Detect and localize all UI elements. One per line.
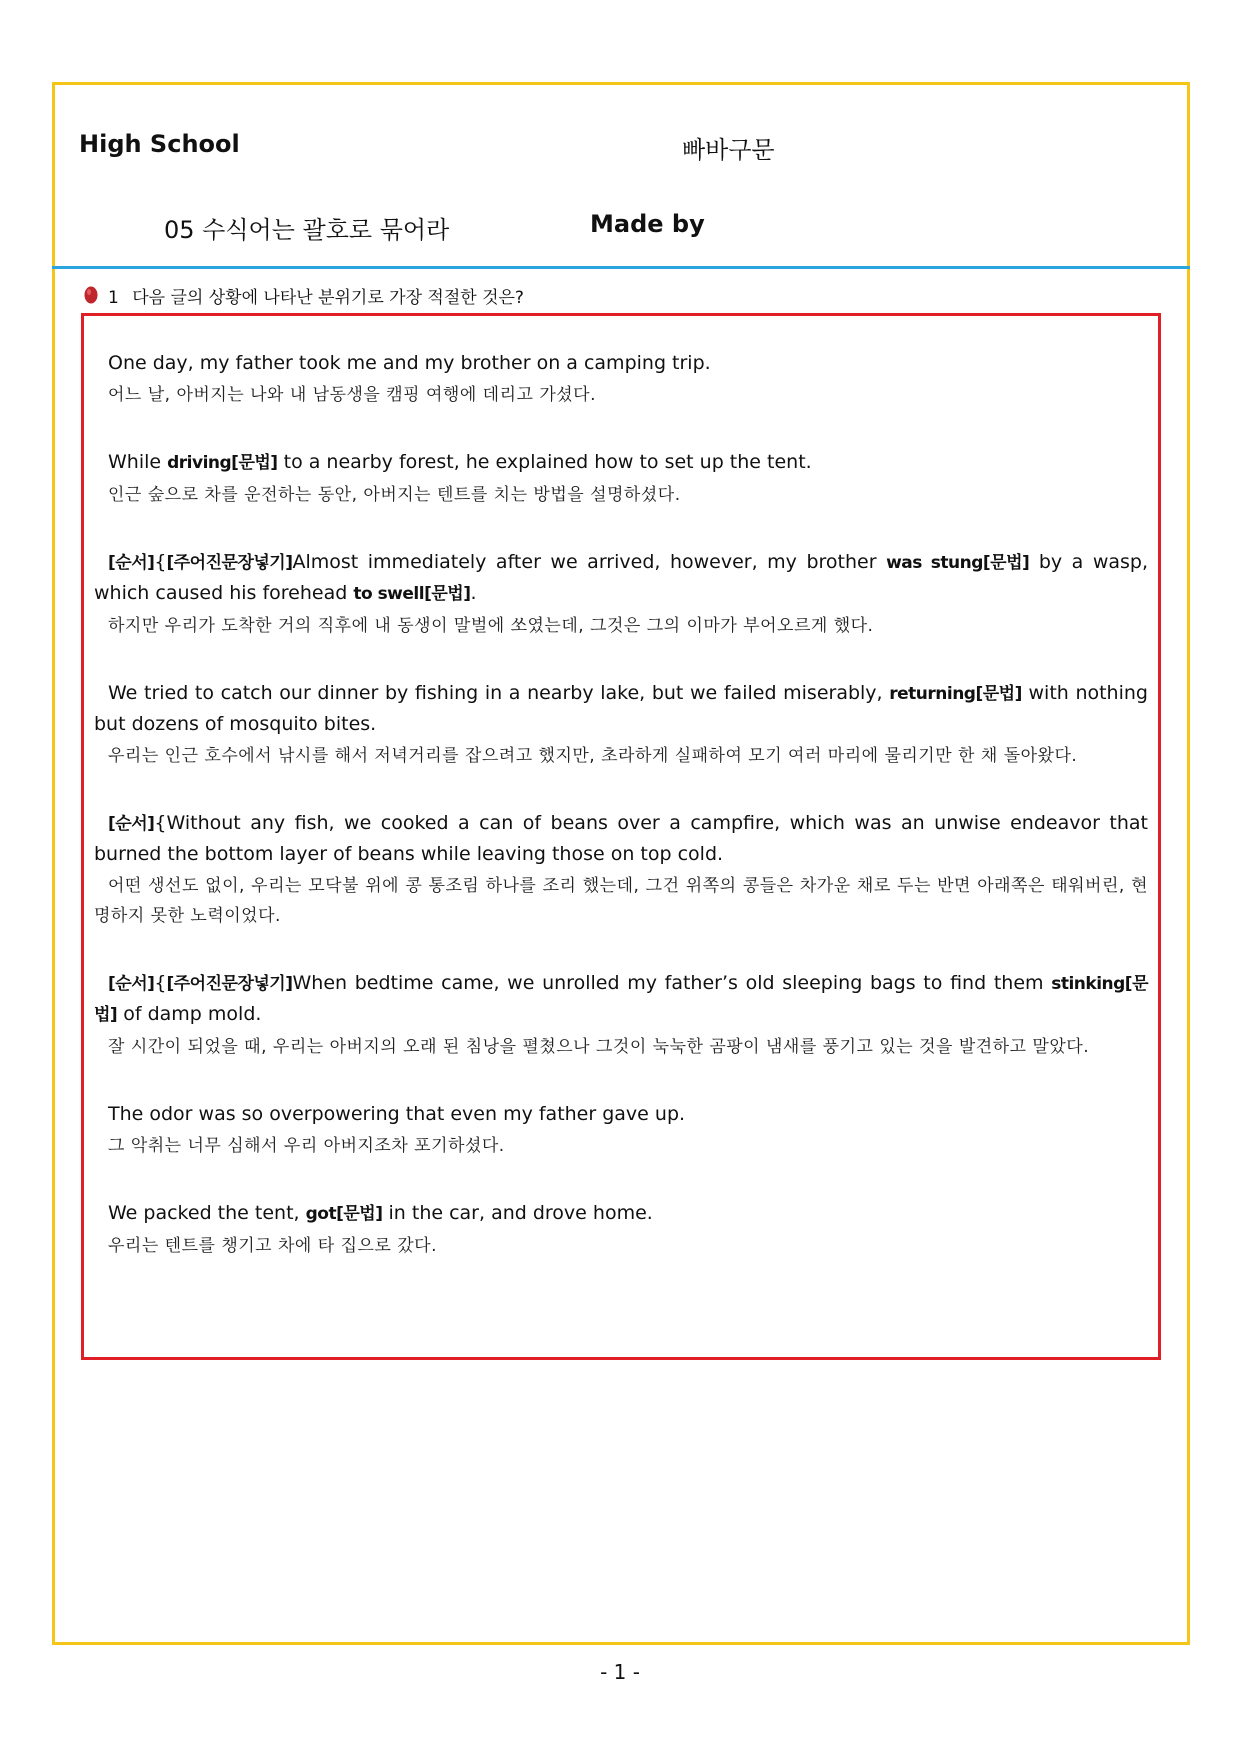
korean-translation: 어떤 생선도 없이, 우리는 모닥불 위에 콩 통조림 하나를 조리 했는데, 그건 위쪽의 콩들은 차가운 채로 두는 반면 아래쪽은 태워버린, 현명하지 못한 노력이었다. <box>94 876 1148 926</box>
grammar-tag: to swell[문법] <box>353 584 471 604</box>
unit-title: 05 수식어는 괄호로 묶어라 <box>164 216 450 244</box>
sentence-text: by a wasp, which caused his forehead <box>94 551 1149 604</box>
sentence-text: While <box>108 451 168 473</box>
sentence-pair <box>94 808 1148 931</box>
sentence-pair <box>94 678 1148 771</box>
korean-translation: 인근 숲으로 차를 운전하는 동안, 아버지는 텐트를 치는 방법을 설명하셨다. <box>108 485 681 505</box>
sentence-text: in the car, and drove home. <box>382 1202 653 1224</box>
english-sentence <box>94 678 1148 739</box>
sentence-text: One day, my father took me and my brother on a camping trip. <box>108 352 711 374</box>
grammar-tag: [순서] <box>108 814 155 834</box>
sentence-text: { <box>154 972 167 994</box>
sentence-text: . <box>470 582 477 604</box>
sentence-pair <box>94 968 1148 1062</box>
grammar-tag: returning[문법] <box>889 684 1022 704</box>
sentence-text: When bedtime came, we unrolled my father’s old sleeping bags to find them <box>292 972 1052 994</box>
sentence-pair <box>94 447 1148 510</box>
sentence-text: with nothing but dozens of mosquito bites. <box>94 682 1148 735</box>
sentence-text: of damp mold. <box>117 1003 262 1025</box>
english-sentence <box>94 968 1148 1030</box>
sentence-text: {Without any fish, we cooked a can of beans over a campfire, which was an unwise endeavor that burned the bottom layer of beans while leaving those on top cold. <box>94 812 1148 865</box>
sentence-text: { <box>154 551 167 573</box>
korean-translation: 어느 날, 아버지는 나와 내 남동생을 캠핑 여행에 데리고 가셨다. <box>108 385 596 405</box>
korean-translation: 잘 시간이 되었을 때, 우리는 아버지의 오래 된 침낭을 펼쳤으나 그것이 눅눅한 곰팡이 냄새를 풍기고 있는 것을 발견하고 말았다. <box>108 1037 1090 1057</box>
sentence-text: The odor was so overpowering that even my father gave up. <box>108 1103 686 1125</box>
english-sentence <box>94 808 1148 869</box>
english-sentence <box>94 547 1148 609</box>
grammar-tag: driving[문법] <box>167 453 278 473</box>
grammar-tag: [주어진문장넣기] <box>166 553 293 573</box>
sentence-text: We tried to catch our dinner by fishing in a nearby lake, but we failed miserably, <box>108 682 890 704</box>
sentence-text: Almost immediately after we arrived, however, my brother <box>292 551 887 573</box>
sentence-text: We packed the tent, <box>108 1202 306 1224</box>
grammar-tag: [주어진문장넣기] <box>166 974 293 994</box>
header-divider <box>52 266 1190 269</box>
english-sentence <box>94 1198 1148 1229</box>
heart-bullet-icon <box>84 286 98 304</box>
question-line <box>84 284 524 306</box>
question-text: 다음 글의 상황에 나타난 분위기로 가장 적절한 것은? <box>132 287 524 308</box>
school-label: High School <box>79 130 240 158</box>
grammar-tag: [순서] <box>108 974 155 994</box>
sentence-text: to a nearby forest, he explained how to set up the tent. <box>277 451 812 473</box>
korean-translation: 하지만 우리가 도착한 거의 직후에 내 동생이 말벌에 쏘였는데, 그것은 그의 이마가 부어오르게 했다. <box>108 616 874 636</box>
grammar-tag: got[문법] <box>305 1204 383 1224</box>
made-by-label: Made by <box>590 210 705 238</box>
korean-translation: 우리는 인근 호수에서 낚시를 해서 저녁거리를 잡으려고 했지만, 초라하게 실패하여 모기 여러 마리에 물리기만 한 채 돌아왔다. <box>108 746 1078 766</box>
english-sentence <box>94 348 1148 378</box>
sentence-pair <box>94 1099 1148 1161</box>
grammar-tag: stinking[문법] <box>94 974 1148 1025</box>
english-sentence <box>94 1099 1148 1129</box>
sentence-pair <box>94 348 1148 410</box>
grammar-tag: [순서] <box>108 553 155 573</box>
sentence-pair <box>94 1198 1148 1261</box>
english-sentence <box>94 447 1148 478</box>
passage-list <box>94 348 1148 1261</box>
subject-title: 빠바구문 <box>682 136 775 164</box>
question-number: 1 <box>108 287 119 308</box>
passage-box <box>81 313 1161 1360</box>
korean-translation: 우리는 텐트를 챙기고 차에 타 집으로 갔다. <box>108 1236 438 1256</box>
grammar-tag: was stung[문법] <box>886 553 1030 573</box>
sentence-pair <box>94 547 1148 641</box>
korean-translation: 그 악취는 너무 심해서 우리 아버지조차 포기하셨다. <box>108 1136 505 1156</box>
page-number: - 1 - <box>600 1660 640 1684</box>
